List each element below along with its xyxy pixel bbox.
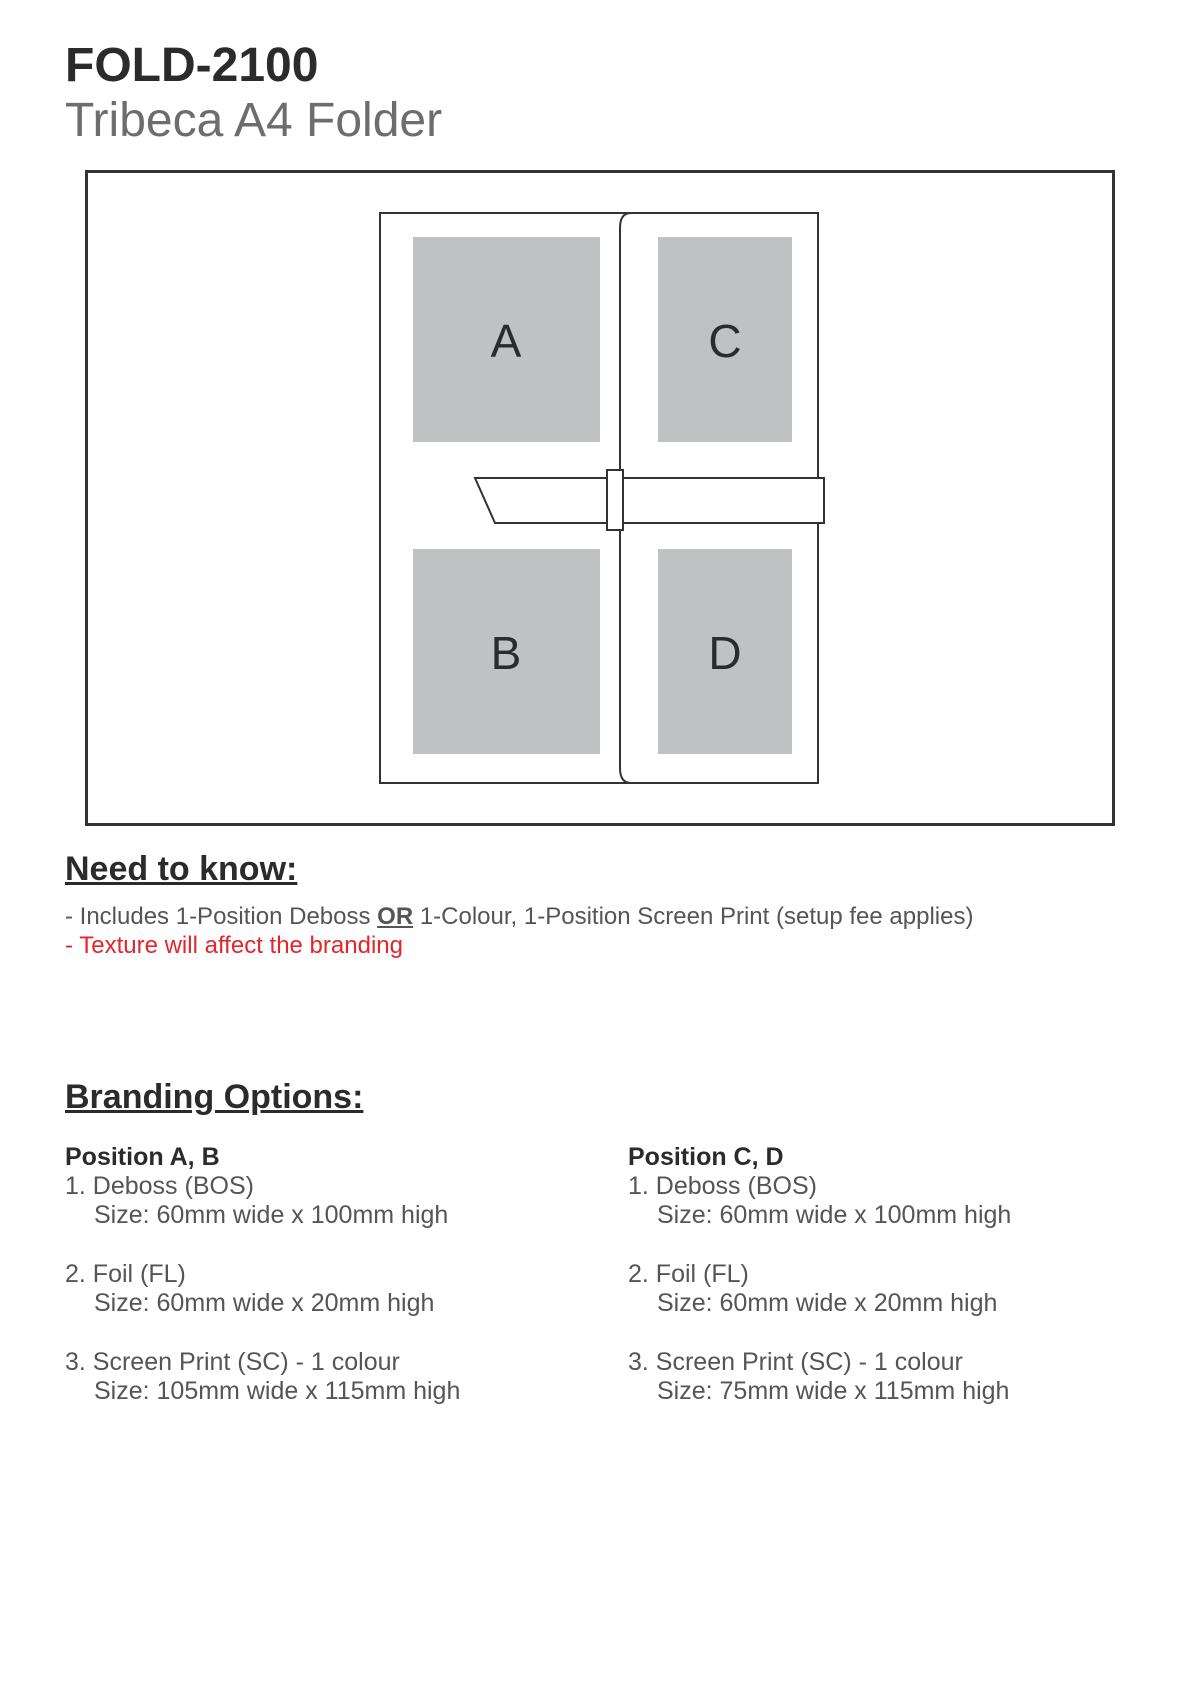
- option-size: Size: 75mm wide x 115mm high: [657, 1377, 1010, 1405]
- option-foil-cd: [628, 1260, 1148, 1318]
- strap-band: [623, 478, 824, 523]
- folder-diagram: [85, 170, 1115, 826]
- product-name: Tribeca A4 Folder: [65, 94, 443, 147]
- strap-tongue: [475, 478, 615, 523]
- note-suffix: 1-Colour, 1-Position Screen Print (setup fee applies): [413, 903, 974, 930]
- zone-c-label: C: [708, 315, 742, 367]
- option-size: Size: 60mm wide x 20mm high: [657, 1289, 998, 1317]
- position-cd-title: Position C, D: [628, 1143, 784, 1171]
- need-to-know-line-1: [65, 903, 973, 931]
- option-name: 1. Deboss (BOS): [65, 1172, 254, 1200]
- option-size: Size: 60mm wide x 100mm high: [94, 1201, 449, 1229]
- option-name: 1. Deboss (BOS): [628, 1172, 817, 1200]
- note-prefix: - Includes 1-Position Deboss: [65, 903, 378, 930]
- position-cd-column: [628, 1143, 1148, 1436]
- option-screen-print-ab: [65, 1348, 585, 1406]
- option-name: 3. Screen Print (SC) - 1 colour: [628, 1348, 963, 1376]
- option-deboss-ab: [65, 1172, 585, 1230]
- position-ab-title: Position A, B: [65, 1143, 220, 1171]
- branding-options-heading: Branding Options:: [65, 1078, 364, 1116]
- zone-d-label: D: [708, 627, 742, 679]
- zone-a-label: A: [490, 315, 522, 367]
- option-name: 2. Foil (FL): [65, 1260, 186, 1288]
- product-code: FOLD-2100: [65, 39, 319, 92]
- folder-illustration: [88, 173, 1112, 823]
- texture-warning: - Texture will affect the branding: [65, 932, 403, 959]
- need-to-know-heading: Need to know:: [65, 850, 298, 888]
- note-emphasis: OR: [377, 903, 414, 930]
- option-deboss-cd: [628, 1172, 1148, 1230]
- option-name: 2. Foil (FL): [628, 1260, 749, 1288]
- option-size: Size: 60mm wide x 20mm high: [94, 1289, 435, 1317]
- option-size: Size: 60mm wide x 100mm high: [657, 1201, 1012, 1229]
- strap-buckle: [607, 470, 623, 530]
- option-name: 3. Screen Print (SC) - 1 colour: [65, 1348, 400, 1376]
- zone-b-label: B: [490, 627, 522, 679]
- position-ab-column: [65, 1143, 585, 1436]
- option-screen-print-cd: [628, 1348, 1148, 1406]
- option-foil-ab: [65, 1260, 585, 1318]
- option-size: Size: 105mm wide x 115mm high: [94, 1377, 461, 1405]
